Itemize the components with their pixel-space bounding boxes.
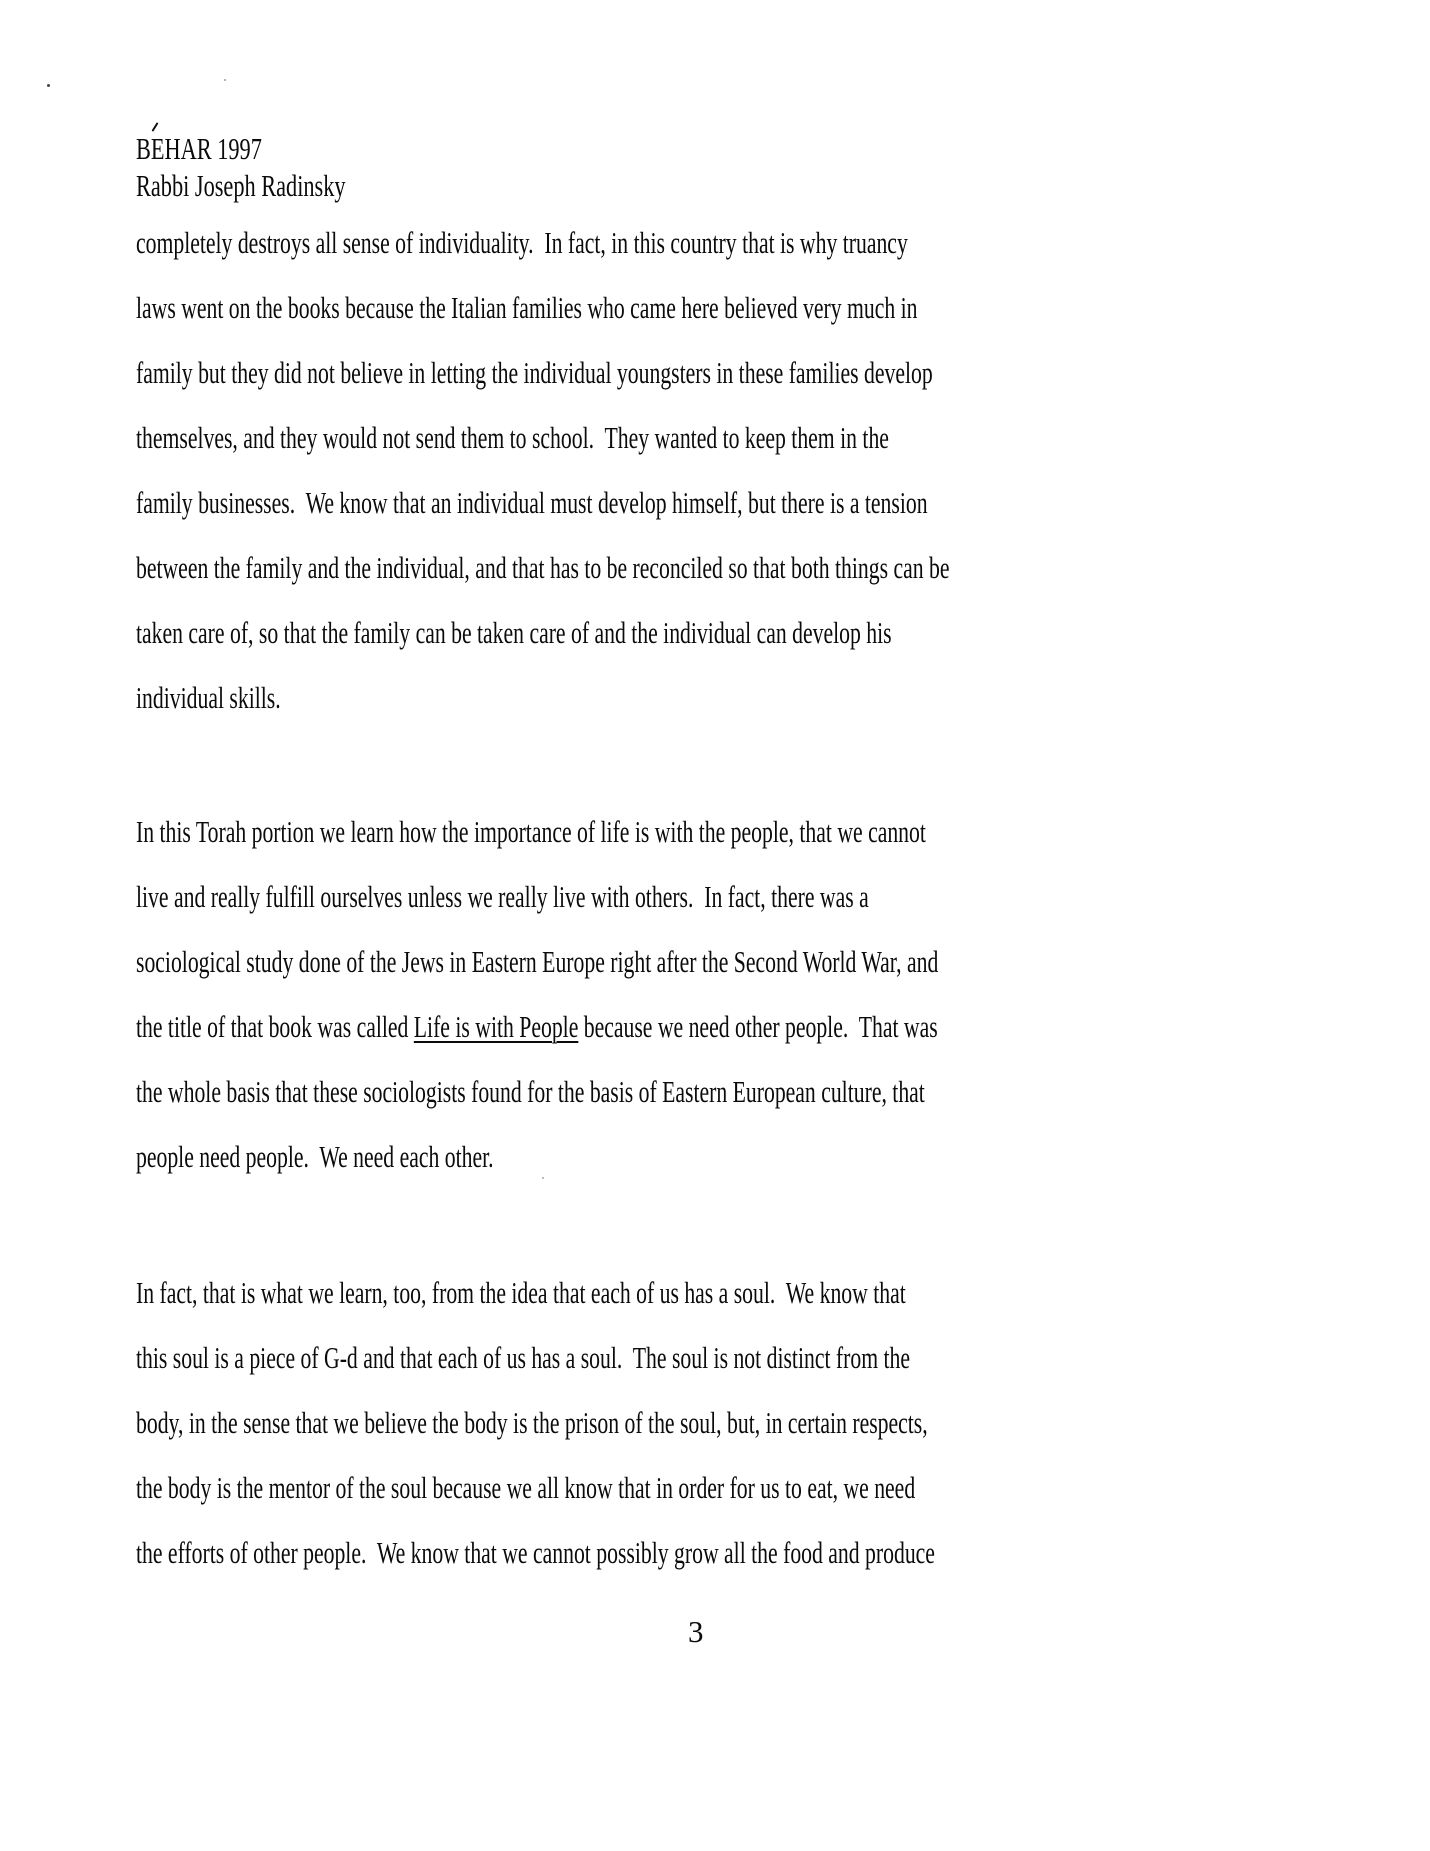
text-line: the efforts of other people. We know that we cannot possibly grow all the food and produce [136, 1535, 935, 1570]
text-line: between the family and the individual, and that has to be reconciled so that both things can be [136, 550, 950, 585]
document-author: Rabbi Joseph Radinsky [136, 168, 346, 203]
page-number: 3 [688, 1614, 704, 1649]
text-line: laws went on the books because the Italian families who came here believed very much in [136, 290, 918, 325]
text-line: In fact, that is what we learn, too, from the idea that each of us has a soul. We know that [136, 1275, 906, 1310]
paragraph-3 [136, 1260, 1277, 1585]
scan-artifact-dot [47, 84, 50, 87]
book-title-underlined: Life is with People [413, 1009, 579, 1044]
document-header [136, 130, 427, 204]
text-line: the body is the mentor of the soul because we all know that in order for us to eat, we need [136, 1470, 916, 1505]
paragraph-1 [136, 210, 1298, 730]
text-line: individual skills. [136, 680, 281, 715]
text-line: body, in the sense that we believe the body is the prison of the soul, but, in certain respects, [136, 1405, 928, 1440]
text-line: this soul is a piece of G-d and that each of us has a soul. The soul is not distinct from the [136, 1340, 911, 1375]
text-line: people need people. We need each other. [136, 1139, 494, 1174]
paragraph-2 [136, 799, 1282, 1189]
document-title: BEHAR 1997 [136, 131, 262, 166]
text-segment: the title of that book was called [136, 1009, 414, 1044]
text-line: sociological study done of the Jews in Eastern Europe right after the Second World War, and [136, 944, 939, 979]
text-line: completely destroys all sense of individuality. In fact, in this country that is why truancy [136, 225, 908, 260]
text-line: family but they did not believe in letting the individual youngsters in these families develop [136, 355, 933, 390]
text-line-with-book-title [136, 994, 938, 1059]
text-line: taken care of, so that the family can be taken care of and the individual can develop his [136, 615, 892, 650]
scan-artifact-dot [224, 79, 226, 81]
text-line: the whole basis that these sociologists found for the basis of Eastern European culture, that [136, 1074, 925, 1109]
text-line: themselves, and they would not send them to school. They wanted to keep them in the [136, 420, 889, 455]
text-line: live and really fulfill ourselves unless we really live with others. In fact, there was a [136, 879, 869, 914]
text-segment: because we need other people. That was [578, 1009, 938, 1044]
text-line: family businesses. We know that an individual must develop himself, but there is a tension [136, 485, 928, 520]
text-line: In this Torah portion we learn how the importance of life is with the people, that we cannot [136, 814, 926, 849]
